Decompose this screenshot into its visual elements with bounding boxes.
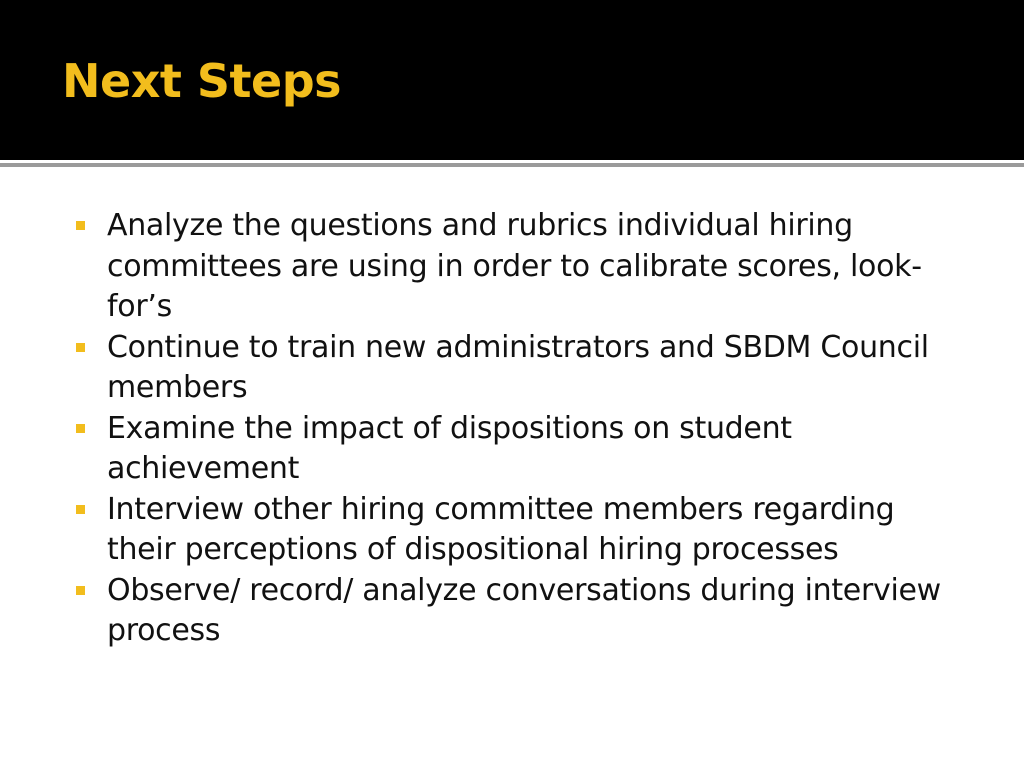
bullet-list xyxy=(72,206,972,652)
bullet-item xyxy=(72,571,972,652)
square-bullet-icon xyxy=(76,343,85,352)
square-bullet-icon xyxy=(76,424,85,433)
bullet-item xyxy=(72,328,972,409)
header-divider-shadow xyxy=(0,163,1024,167)
bullet-item xyxy=(72,490,972,571)
slide-title: Next Steps xyxy=(62,54,341,108)
square-bullet-icon xyxy=(76,505,85,514)
bullet-text: Continue to train new administrators and SBDM Council members xyxy=(107,329,929,405)
square-bullet-icon xyxy=(76,586,85,595)
bullet-item xyxy=(72,409,972,490)
bullet-text: Interview other hiring committee members regarding their perceptions of dispositional hiring processes xyxy=(107,491,895,567)
title-bar xyxy=(0,0,1024,160)
square-bullet-icon xyxy=(76,221,85,230)
bullet-text: Analyze the questions and rubrics individual hiring committees are using in order to calibrate scores, look-for’s xyxy=(107,208,922,324)
bullet-text: Examine the impact of dispositions on student achievement xyxy=(107,410,792,486)
bullet-text: Observe/ record/ analyze conversations during interview process xyxy=(107,572,941,648)
bullet-item xyxy=(72,206,972,328)
